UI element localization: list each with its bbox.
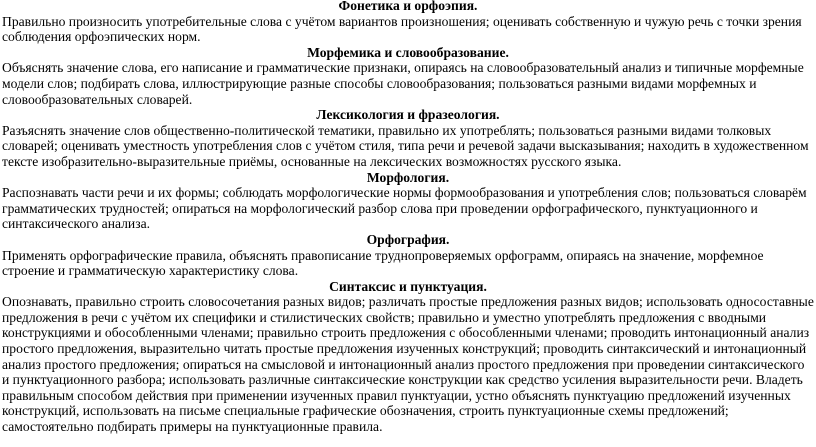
section-title-lexicology: Лексикология и фразеология.	[316, 107, 500, 123]
section-title-syntax: Синтаксис и пунктуация.	[329, 278, 487, 294]
section-text-phonetics: Правильно произносить употребительные слова с учётом вариантов произношения; оценивать собственную и чужую речь с точки зрения соблюдения орфоэпических норм.	[2, 13, 802, 45]
section-text-morphology: Распознавать части речи и их формы; соблюдать морфологические нормы формообразования и употребления слов; пользоваться словарём грамматических трудностей; опираться на морфологический разбор слова при проведении орфографического, пунктуационного и синтаксического анализа.	[2, 185, 807, 232]
section-title-orthography: Орфография.	[366, 231, 450, 247]
section-text-lexicology: Разъяснять значение слов общественно-политической тематики, правильно их употреблять; пользоваться разными видами толковых словарей; оценивать уместность употребления слов с учётом стиля, типа речи и речевой задачи высказывания; находить в художественном тексте изобразительно-выразительные приёмы, основанные на лексических возможностях русского языка.	[2, 122, 809, 169]
section-text-morphemics: Объяснять значение слова, его написание и грамматические признаки, опираясь на словообразовательный анализ и типичные морфемные модели слов; подбирать слова, иллюстрирующие разные способы словообразования; пользоваться разными видами морфемных и словообразовательных словарей.	[2, 60, 804, 107]
section-title-phonetics: Фонетика и орфоэпия.	[338, 0, 478, 13]
section-title-morphology: Морфология.	[366, 169, 450, 185]
section-title-morphemics: Морфемика и словообразование.	[307, 44, 509, 60]
section-text-orthography: Применять орфографические правила, объяснять правописание труднопроверяемых орфограмм, опираясь на значение, морфемное строение и грамматическую характеристику слова.	[2, 247, 764, 279]
section-text-syntax: Опознавать, правильно строить словосочетания разных видов; различать простые предложения разных видов; использовать односоставные предложения в речи с учётом их специфики и стилистических свойств; правильно и уместно употреблять предложения с вводными конструкциями и обособленными членами; правильно строить предложения с обособленными членами; проводить интонационный анализ простого предложения, выразительно читать простые предложения изученных конструкций; проводить синтаксический и интонационный анализ простого предложения; опираться на смысловой и интонационный анализ простого предложения при проведении синтаксического и пунктуационного разбора; использовать различные синтаксические конструкции как средство усиления выразительности речи. Владеть правильным способом действия при применении изученных правил пунктуации, устно объяснять пунктуацию предложений изученных конструкций, использовать на письме специальные графические обозначения, строить пунктуационные схемы предложений; самостоятельно подбирать примеры на пунктуационные правила.	[2, 294, 814, 435]
